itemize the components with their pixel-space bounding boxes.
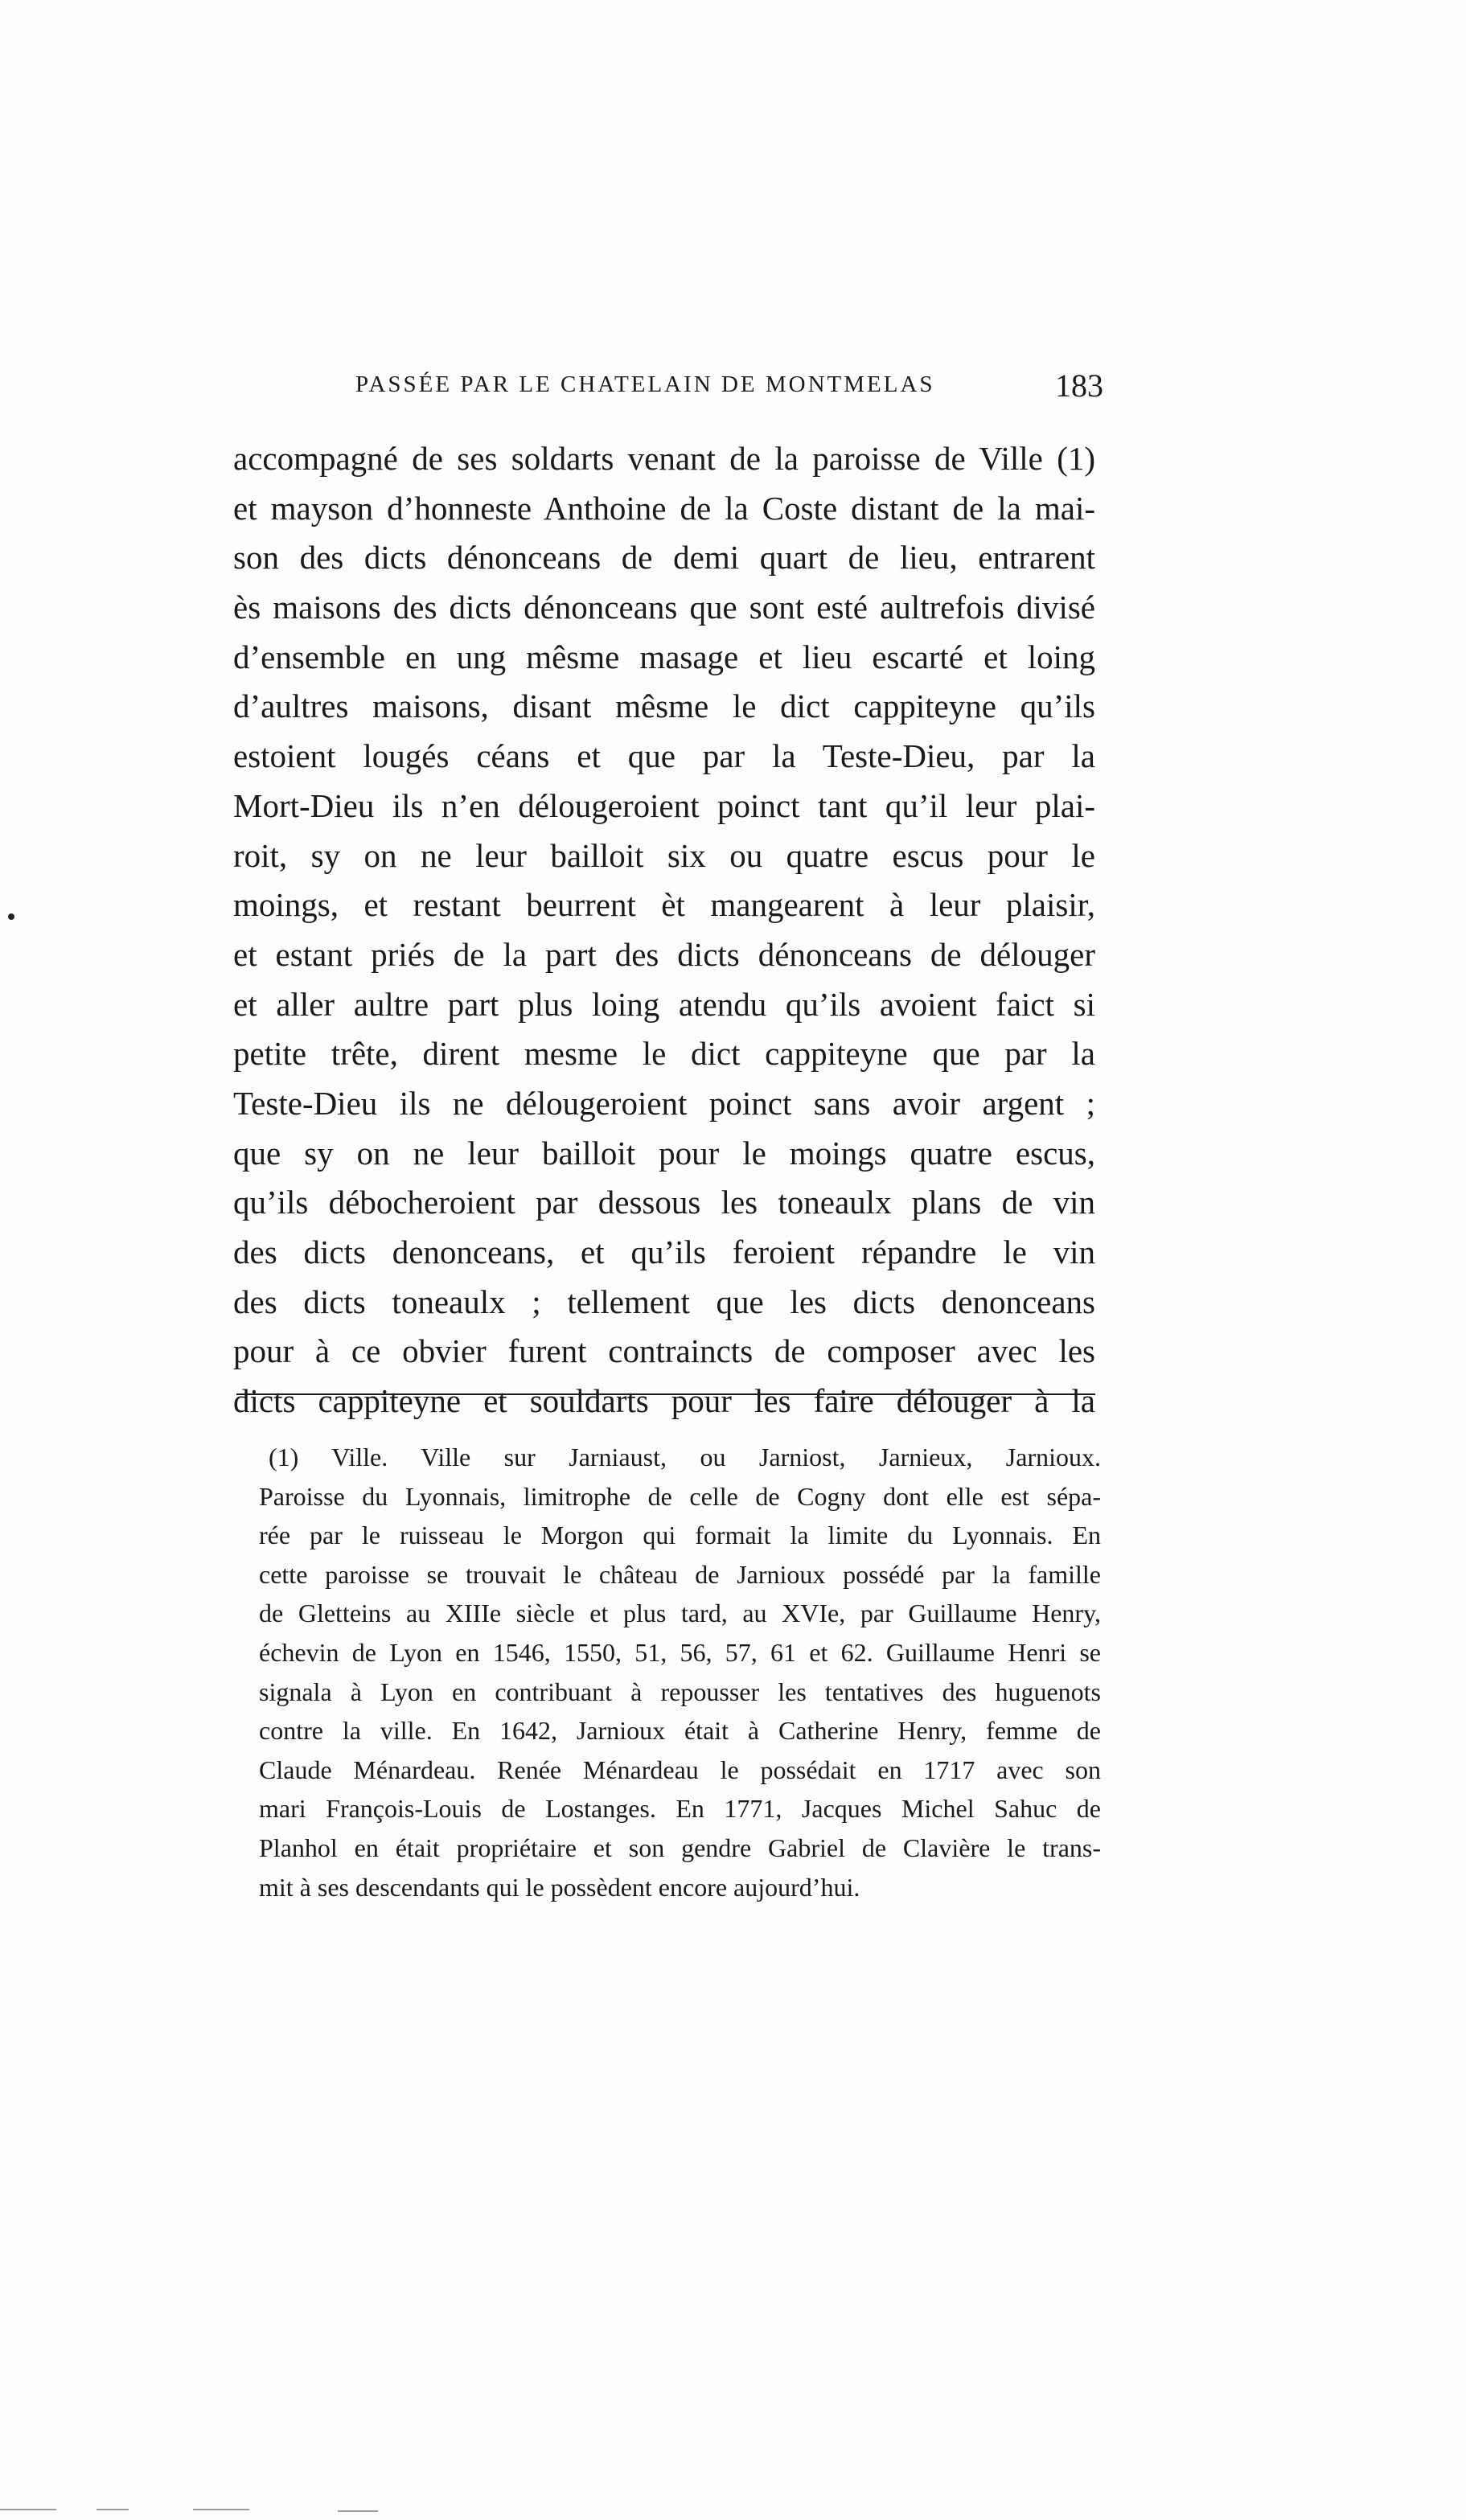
text-line: petite trête, dirent mesme le dict cappiteyne que par la: [233, 1035, 1095, 1073]
text-line: moings, et restant beurrent èt mangearent à leur plaisir,: [233, 886, 1095, 924]
text-line: d’ensemble en ung mêsme masage et lieu escarté et loing: [233, 638, 1095, 675]
footnote-line: Paroisse du Lyonnais, limitrophe de celle de Cogny dont elle est sépa-: [259, 1481, 1101, 1511]
text-line: ès maisons des dicts dénonceans que sont esté aultrefois divisé: [233, 589, 1095, 626]
footnote-line: mari François-Louis de Lostanges. En 1771, Jacques Michel Sahuc de: [259, 1794, 1101, 1824]
main-text: [233, 434, 1095, 1426]
running-title: PASSÉE PAR LE CHATELAIN DE MONTMELAS: [355, 371, 935, 397]
footnote-line: rée par le ruisseau le Morgon qui formait la limite du Lyonnais. En: [259, 1521, 1101, 1550]
text-line: son des dicts dénonceans de demi quart de lieu, entrarent: [233, 539, 1095, 577]
footnote-line: cette paroisse se trouvait le château de Jarnioux possédé par la famille: [259, 1559, 1101, 1589]
footnote-line: (1) Ville. Ville sur Jarniaust, ou Jarniost, Jarnieux, Jarnioux.: [269, 1443, 1101, 1471]
text-line: et aller aultre part plus loing atendu qu’ils avoient faict si: [233, 985, 1095, 1023]
text-line: roit, sy on ne leur bailloit six ou quatre escus pour le: [233, 836, 1095, 874]
footnote-line: de Gletteins au XIIIe siècle et plus tard, au XVIe, par Guillaume Henry,: [259, 1599, 1101, 1628]
text-line: d’aultres maisons, disant mêsme le dict cappiteyne qu’ils: [233, 687, 1095, 725]
text-line: et mayson d’honneste Anthoine de la Coste distant de la mai-: [233, 489, 1095, 527]
scan-edge-mark: [97, 2509, 129, 2510]
running-head: [355, 367, 1103, 404]
text-line: estoient lougés céans et que par la Teste-Dieu, par la: [233, 737, 1095, 775]
footnote-line: contre la ville. En 1642, Jarnioux était à Catherine Henry, femme de: [259, 1716, 1101, 1746]
footnote-line: mit à ses descendants qui le possèdent encore aujourd’hui.: [259, 1872, 860, 1902]
page-number: 183: [1055, 367, 1103, 404]
text-line: qu’ils débocheroient par dessous les toneaulx plans de vin: [233, 1184, 1095, 1221]
text-line: Teste-Dieu ils ne délougeroient poinct sans avoir argent ;: [233, 1084, 1095, 1122]
footnote-line: signala à Lyon en contribuant à repousser les tentatives des huguenots: [259, 1677, 1101, 1706]
text-line: des dicts denonceans, et qu’ils feroient répandre le vin: [233, 1233, 1095, 1270]
footnote-divider: [236, 1393, 1095, 1395]
ink-speck: [8, 913, 14, 920]
scan-edge-mark: [0, 2509, 56, 2510]
footnote-line: Claude Ménardeau. Renée Ménardeau le possédait en 1717 avec son: [259, 1755, 1101, 1784]
text-line: et estant priés de la part des dicts dénonceans de délouger: [233, 935, 1095, 973]
scan-edge-mark: [338, 2510, 378, 2512]
text-line: accompagné de ses soldarts venant de la paroisse de Ville (1): [233, 440, 1095, 477]
text-line: des dicts toneaulx ; tellement que les dicts denonceans: [233, 1283, 1095, 1320]
footnote-line: échevin de Lyon en 1546, 1550, 51, 56, 57, 61 et 62. Guillaume Henri se: [259, 1637, 1101, 1667]
footnote: [259, 1438, 1101, 1906]
text-line: que sy on ne leur bailloit pour le moings quatre escus,: [233, 1134, 1095, 1172]
text-line: Mort-Dieu ils n’en délougeroient poinct tant qu’il leur plai-: [233, 786, 1095, 824]
scan-edge-mark: [193, 2509, 249, 2510]
text-line: dicts cappiteyne et souldarts pour les faire délouger à la: [233, 1382, 1095, 1420]
text-line: pour à ce obvier furent contraincts de composer avec les: [233, 1332, 1095, 1370]
footnote-line: Planhol en était propriétaire et son gendre Gabriel de Clavière le trans-: [259, 1833, 1101, 1862]
